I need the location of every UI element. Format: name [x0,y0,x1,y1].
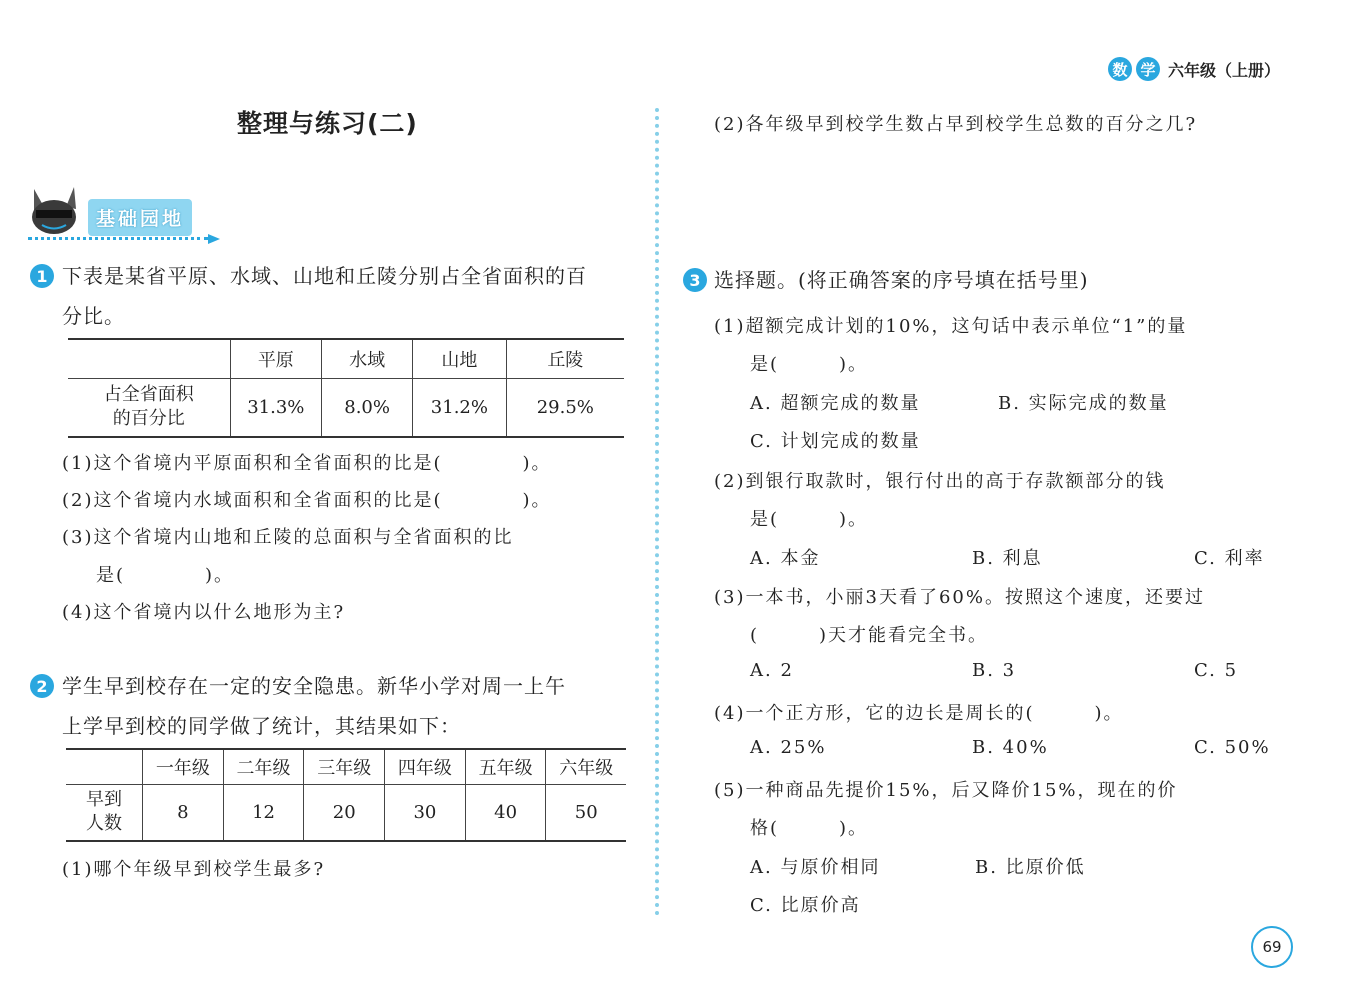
banner-dotted-line [28,237,208,240]
q3-s2-line1: (2)到银行取款时，银行付出的高于存款额部分的钱 [714,471,1166,492]
subject-circle-2: 学 [1136,57,1160,81]
section-banner [28,185,223,247]
q2-table [66,748,626,842]
q1-row-label-line1: 占全省面积 [103,384,194,406]
q1-cell-3: 29.5% [506,378,624,436]
header-badge [1108,57,1280,81]
rabbit-mascot-icon [28,185,84,241]
q2-row-label-line2: 人数 [86,813,122,835]
q3-s2-option-a: A. 本金 [750,548,821,569]
q1-table-corner [68,340,230,378]
q3-s1-option-a: A. 超额完成的数量 [750,393,921,414]
q2-sub2: (2)各年级早到校学生数占早到校学生总数的百分之几? [714,114,1198,135]
q2-row-label [66,784,143,840]
q1-cell-0: 31.3% [230,378,322,436]
question-number-1: 1 [30,264,54,288]
q3-s5-option-c: C. 比原价高 [750,895,861,916]
q3-s1-line2: 是( )。 [750,354,869,375]
q2-cell-5: 50 [546,784,626,840]
q3-text: 选择题。(将正确答案的序号填在括号里) [714,268,1089,292]
q3-s1-option-b: B. 实际完成的数量 [998,393,1169,414]
q1-sub4: (4)这个省境内以什么地形为主? [62,602,346,623]
q3-s5-line1: (5)一种商品先提价15%，后又降价15%，现在的价 [714,780,1178,801]
q3-s3-option-a: A. 2 [750,660,794,681]
q1-sub3-line1: (3)这个省境内山地和丘陵的总面积与全省面积的比 [62,527,514,548]
page-number: 69 [1251,926,1293,968]
q1-sub1: (1)这个省境内平原面积和全省面积的比是( )。 [62,453,552,474]
q1-row-label [68,378,230,436]
question-number-2: 2 [30,674,54,698]
q1-sub2: (2)这个省境内水域面积和全省面积的比是( )。 [62,490,552,511]
q2-header-4: 五年级 [465,750,546,784]
q1-header-0: 平原 [230,340,322,378]
q3-s3-option-c: C. 5 [1194,660,1239,681]
q3-s4-option-c: C. 50% [1194,737,1271,758]
q1-text-line2: 分比。 [62,304,125,328]
q2-cell-3: 30 [385,784,466,840]
q2-header-3: 四年级 [385,750,466,784]
q1-row-label-line2: 的百分比 [112,408,185,430]
q2-cell-1: 12 [223,784,304,840]
question-number-3: 3 [683,268,707,292]
q1-header-1: 水域 [322,340,413,378]
q2-cell-0: 8 [143,784,224,840]
q1-text-line1: 下表是某省平原、水域、山地和丘陵分别占全省面积的百 [62,264,587,288]
q3-s2-line2: 是( )。 [750,509,869,530]
q3-s3-option-b: B. 3 [972,660,1017,681]
q1-sub3-line2: 是( )。 [96,565,235,586]
q1-cell-2: 31.2% [413,378,506,436]
grade-label: 六年级（上册） [1168,60,1281,80]
q3-s3-line1: (3)一本书，小丽3天看了60%。按照这个速度，还要过 [714,587,1205,608]
q3-s4-option-b: B. 40% [972,737,1049,758]
q3-s4-option-a: A. 25% [750,737,827,758]
q3-s5-option-b: B. 比原价低 [975,857,1086,878]
q2-cell-4: 40 [465,784,546,840]
q2-row-label-line1: 早到 [86,789,122,811]
q3-s2-option-b: B. 利息 [972,548,1043,569]
q3-s3-line2: ( )天才能看完全书。 [750,625,989,646]
q3-s1-line1: (1)超额完成计划的10%，这句话中表示单位“1”的量 [714,316,1188,337]
q2-text-line1: 学生早到校存在一定的安全隐患。新华小学对周一上午 [62,674,566,698]
q2-cell-2: 20 [304,784,385,840]
q3-s2-option-c: C. 利率 [1194,548,1265,569]
subject-circle-1: 数 [1108,57,1132,81]
page-divider [655,108,659,916]
arrow-right-icon [208,232,222,246]
q3-s4-line1: (4)一个正方形，它的边长是周长的( )。 [714,703,1124,724]
q3-s1-option-c: C. 计划完成的数量 [750,431,921,452]
q2-text-line2: 上学早到校的同学做了统计，其结果如下： [62,714,461,738]
q1-cell-1: 8.0% [322,378,413,436]
q2-header-0: 一年级 [143,750,224,784]
q2-header-5: 六年级 [546,750,626,784]
q1-table [68,338,624,438]
q2-header-1: 二年级 [223,750,304,784]
q1-header-2: 山地 [413,340,506,378]
q3-s5-line2: 格( )。 [750,818,869,839]
q3-s5-option-a: A. 与原价相同 [750,857,881,878]
q1-header-3: 丘陵 [506,340,624,378]
q2-header-2: 三年级 [304,750,385,784]
q2-table-corner [66,750,143,784]
page-title: 整理与练习(二) [237,109,418,138]
q2-sub1: (1)哪个年级早到校学生最多? [62,859,326,880]
section-banner-label: 基础园地 [88,199,192,236]
